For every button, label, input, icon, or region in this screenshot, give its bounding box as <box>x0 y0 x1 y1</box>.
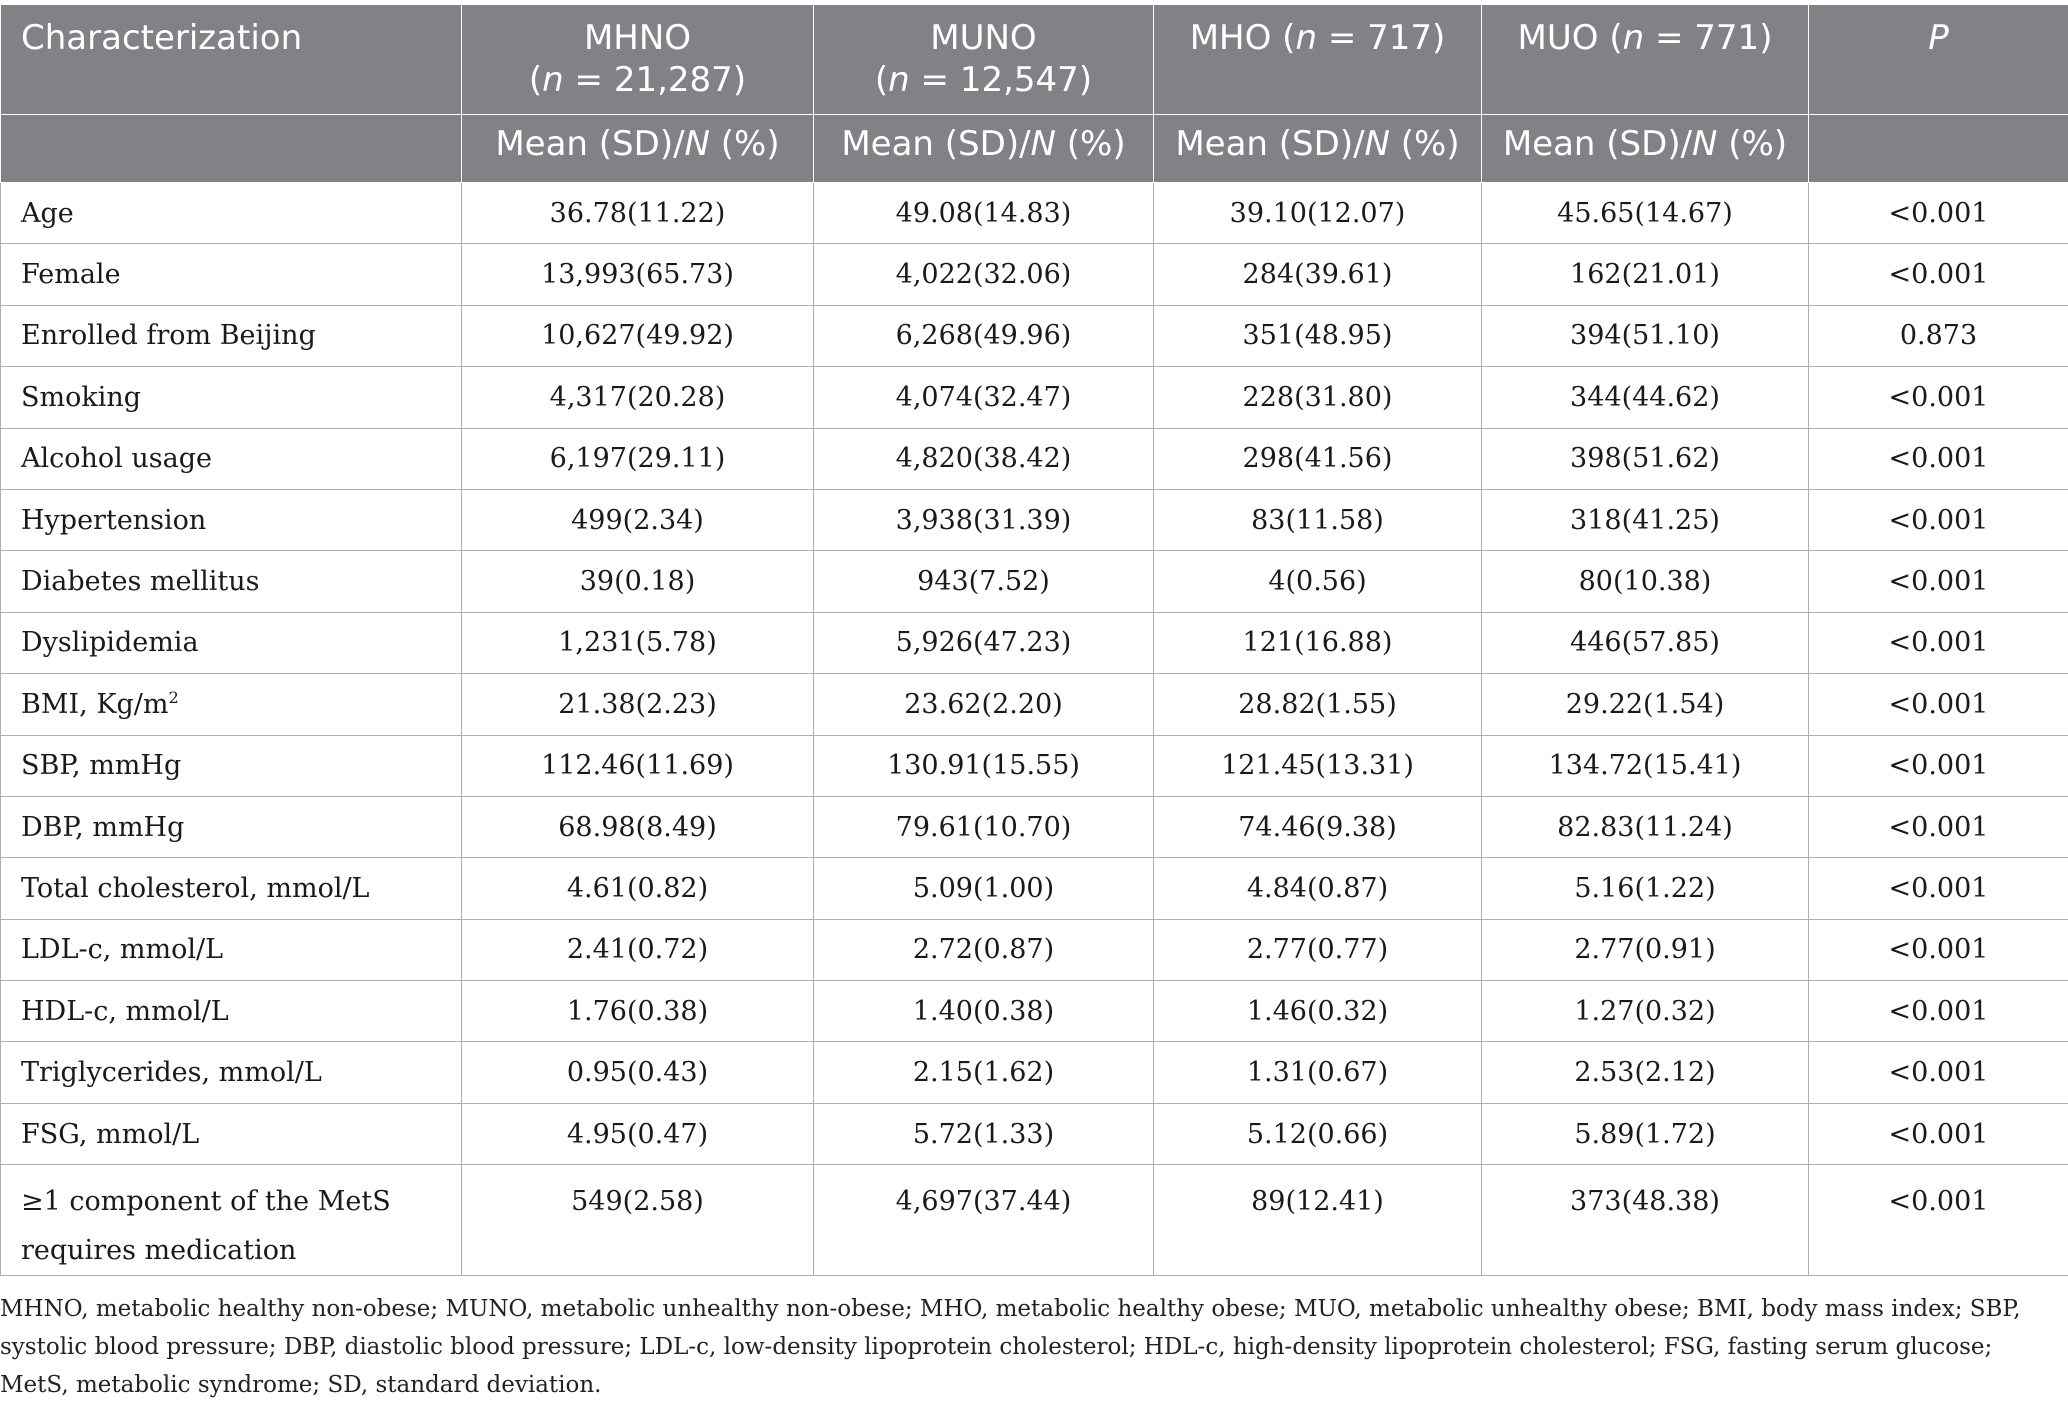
cell-p: <0.001 <box>1809 183 2068 244</box>
table-header <box>1 5 2068 183</box>
table-row <box>1 612 2068 673</box>
cell-muo: 1.27(0.32) <box>1482 981 1809 1042</box>
header-muo-n: 771 <box>1694 18 1760 58</box>
header-mhno-name: MHNO <box>583 18 692 58</box>
n-symbol: n <box>1295 18 1318 58</box>
cell-mho: 83(11.58) <box>1154 489 1482 550</box>
cell-mhno: 1.76(0.38) <box>462 981 814 1042</box>
cell-mho: 5.12(0.66) <box>1154 1103 1482 1164</box>
row-label: HDL-c, mmol/L <box>1 981 462 1042</box>
row-label: Enrolled from Beijing <box>1 305 462 366</box>
cell-mhno: 4.61(0.82) <box>462 858 814 919</box>
row-label: DBP, mmHg <box>1 796 462 857</box>
cell-mho: 351(48.95) <box>1154 305 1482 366</box>
cell-muo: 344(44.62) <box>1482 367 1809 428</box>
cell-muo: 2.53(2.12) <box>1482 1042 1809 1103</box>
cell-mho: 74.46(9.38) <box>1154 796 1482 857</box>
table-row <box>1 305 2068 366</box>
table-row <box>1 551 2068 612</box>
header-row-groups <box>1 5 2068 115</box>
mean-sd-text: Mean (SD)/ <box>841 124 1031 164</box>
table-row <box>1 1165 2068 1276</box>
table-row <box>1 796 2068 857</box>
cell-muno: 4,697(37.44) <box>814 1165 1154 1276</box>
cell-muo: 373(48.38) <box>1482 1165 1809 1276</box>
row-label: Total cholesterol, mmol/L <box>1 858 462 919</box>
cell-muo: 134.72(15.41) <box>1482 735 1809 796</box>
cell-p: <0.001 <box>1809 1042 2068 1103</box>
n-symbol: n <box>1622 18 1645 58</box>
header-mho-n: 717 <box>1367 18 1433 58</box>
row-label: LDL-c, mmol/L <box>1 919 462 980</box>
cell-p: <0.001 <box>1809 674 2068 735</box>
row-label: Smoking <box>1 367 462 428</box>
pct-text: (%) <box>1389 124 1460 164</box>
row-label: Triglycerides, mmol/L <box>1 1042 462 1103</box>
cell-p: <0.001 <box>1809 428 2068 489</box>
cell-mho: 228(31.80) <box>1154 367 1482 428</box>
table-body <box>1 183 2068 1276</box>
cell-mhno: 13,993(65.73) <box>462 244 814 305</box>
table-row <box>1 858 2068 919</box>
n-symbol: n <box>888 60 910 100</box>
row-label: Age <box>1 183 462 244</box>
header-characterization: Characterization <box>1 5 462 115</box>
table-row <box>1 674 2068 735</box>
cell-muo: 82.83(11.24) <box>1482 796 1809 857</box>
table-row <box>1 428 2068 489</box>
table-row <box>1 735 2068 796</box>
header-mean-sd <box>1482 115 1809 183</box>
n-var: N <box>1692 124 1718 164</box>
pct-text: (%) <box>709 124 780 164</box>
header-mean-sd <box>1154 115 1482 183</box>
cell-p: <0.001 <box>1809 367 2068 428</box>
cell-mhno: 0.95(0.43) <box>462 1042 814 1103</box>
table-row <box>1 489 2068 550</box>
mean-sd-text: Mean (SD)/ <box>1502 124 1693 164</box>
cell-muo: 5.89(1.72) <box>1482 1103 1809 1164</box>
header-mean-sd <box>462 115 814 183</box>
cell-mhno: 6,197(29.11) <box>462 428 814 489</box>
cell-muno: 49.08(14.83) <box>814 183 1154 244</box>
cell-muo: 318(41.25) <box>1482 489 1809 550</box>
cell-mho: 121.45(13.31) <box>1154 735 1482 796</box>
header-blank-cell <box>1 115 462 183</box>
table-row <box>1 367 2068 428</box>
cell-muo: 5.16(1.22) <box>1482 858 1809 919</box>
cell-muno: 5.09(1.00) <box>814 858 1154 919</box>
cell-muno: 79.61(10.70) <box>814 796 1154 857</box>
header-mhno-n: 21,287 <box>613 60 733 100</box>
cell-mho: 89(12.41) <box>1154 1165 1482 1276</box>
header-muno: MUNO (n = 12,547) <box>814 5 1154 115</box>
header-muno-name: MUNO <box>930 18 1037 58</box>
cell-mhno: 4.95(0.47) <box>462 1103 814 1164</box>
cell-p: <0.001 <box>1809 1103 2068 1164</box>
table-footnote: MHNO, metabolic healthy non-obese; MUNO, metabolic unhealthy non-obese; MHO, metabolic healthy obese; MUO, metabolic unhealthy obese; BMI, body mass index; SBP, systolic blood pressure; DBP, diastolic blood pressure; LDL-c, low-density lipoprotein cholesterol; HDL-c, high-density lipoprotein cholesterol; FSG, fasting serum glucose; MetS, metabolic syndrome; SD, standard deviation. <box>0 1296 2021 1398</box>
table-row <box>1 1042 2068 1103</box>
pct-text: (%) <box>1055 124 1126 164</box>
cell-muo: 394(51.10) <box>1482 305 1809 366</box>
cell-mho: 121(16.88) <box>1154 612 1482 673</box>
equals-sign: = <box>1644 18 1695 58</box>
cell-muno: 4,074(32.47) <box>814 367 1154 428</box>
row-label-text: BMI, Kg/m <box>21 688 169 720</box>
cell-mho: 4.84(0.87) <box>1154 858 1482 919</box>
cell-muno: 5,926(47.23) <box>814 612 1154 673</box>
cell-mhno: 1,231(5.78) <box>462 612 814 673</box>
equals-sign: = <box>1317 18 1368 58</box>
cell-p: <0.001 <box>1809 858 2068 919</box>
cell-p: <0.001 <box>1809 735 2068 796</box>
header-mho-name: MHO <box>1189 18 1272 58</box>
cell-muno: 130.91(15.55) <box>814 735 1154 796</box>
cell-mhno: 112.46(11.69) <box>462 735 814 796</box>
cell-muo: 398(51.62) <box>1482 428 1809 489</box>
row-label: Hypertension <box>1 489 462 550</box>
equals-sign: = <box>909 60 960 100</box>
cell-mho: 39.10(12.07) <box>1154 183 1482 244</box>
cell-mhno: 549(2.58) <box>462 1165 814 1276</box>
table-row <box>1 981 2068 1042</box>
header-blank-cell <box>1809 115 2068 183</box>
cell-mho: 2.77(0.77) <box>1154 919 1482 980</box>
table-row <box>1 1103 2068 1164</box>
cell-mho: 298(41.56) <box>1154 428 1482 489</box>
cell-mho: 1.31(0.67) <box>1154 1042 1482 1103</box>
row-label: Female <box>1 244 462 305</box>
cell-muo: 29.22(1.54) <box>1482 674 1809 735</box>
equals-sign: = <box>563 60 614 100</box>
table-row <box>1 244 2068 305</box>
cell-mhno: 21.38(2.23) <box>462 674 814 735</box>
row-label: FSG, mmol/L <box>1 1103 462 1164</box>
pct-text: (%) <box>1717 124 1788 164</box>
cell-mhno: 68.98(8.49) <box>462 796 814 857</box>
cell-mho: 4(0.56) <box>1154 551 1482 612</box>
cell-muno: 4,022(32.06) <box>814 244 1154 305</box>
cell-mhno: 2.41(0.72) <box>462 919 814 980</box>
row-label <box>1 674 462 735</box>
cell-mhno: 39(0.18) <box>462 551 814 612</box>
cell-mhno: 4,317(20.28) <box>462 367 814 428</box>
table-row <box>1 919 2068 980</box>
cell-muno: 1.40(0.38) <box>814 981 1154 1042</box>
row-label: SBP, mmHg <box>1 735 462 796</box>
cell-mhno: 10,627(49.92) <box>462 305 814 366</box>
cell-muno: 2.15(1.62) <box>814 1042 1154 1103</box>
cell-mho: 28.82(1.55) <box>1154 674 1482 735</box>
table-row <box>1 183 2068 244</box>
cell-muo: 80(10.38) <box>1482 551 1809 612</box>
row-label: Alcohol usage <box>1 428 462 489</box>
mean-sd-text: Mean (SD)/ <box>495 124 685 164</box>
header-muo: MUO (n = 771) <box>1482 5 1809 115</box>
row-label: Dyslipidemia <box>1 612 462 673</box>
header-muno-n: 12,547 <box>959 60 1079 100</box>
cell-muno: 5.72(1.33) <box>814 1103 1154 1164</box>
characteristics-table <box>0 4 2068 1276</box>
row-label: Diabetes mellitus <box>1 551 462 612</box>
cell-muno: 2.72(0.87) <box>814 919 1154 980</box>
cell-muno: 6,268(49.96) <box>814 305 1154 366</box>
n-var: N <box>684 124 710 164</box>
cell-p: <0.001 <box>1809 551 2068 612</box>
mean-sd-text: Mean (SD)/ <box>1175 124 1365 164</box>
cell-p: <0.001 <box>1809 981 2068 1042</box>
cell-p: <0.001 <box>1809 1165 2068 1276</box>
header-mho: MHO (n = 717) <box>1154 5 1482 115</box>
cell-p: <0.001 <box>1809 489 2068 550</box>
row-label: ≥1 component of the MetS requires medication <box>1 1165 462 1276</box>
cell-p: <0.001 <box>1809 612 2068 673</box>
n-var: N <box>1364 124 1390 164</box>
header-row-stats <box>1 115 2068 183</box>
n-symbol: n <box>542 60 564 100</box>
header-p-value: P <box>1809 5 2068 115</box>
cell-p: <0.001 <box>1809 244 2068 305</box>
superscript: 2 <box>168 687 179 707</box>
header-muo-name: MUO <box>1517 18 1599 58</box>
cell-muo: 446(57.85) <box>1482 612 1809 673</box>
cell-mho: 1.46(0.32) <box>1154 981 1482 1042</box>
cell-muno: 4,820(38.42) <box>814 428 1154 489</box>
cell-muo: 45.65(14.67) <box>1482 183 1809 244</box>
cell-mhno: 36.78(11.22) <box>462 183 814 244</box>
header-mhno: MHNO (n = 21,287) <box>462 5 814 115</box>
cell-p: <0.001 <box>1809 796 2068 857</box>
cell-muno: 23.62(2.20) <box>814 674 1154 735</box>
cell-mho: 284(39.61) <box>1154 244 1482 305</box>
n-var: N <box>1030 124 1056 164</box>
header-mean-sd <box>814 115 1154 183</box>
cell-mhno: 499(2.34) <box>462 489 814 550</box>
cell-muo: 162(21.01) <box>1482 244 1809 305</box>
cell-p: <0.001 <box>1809 919 2068 980</box>
cell-p: 0.873 <box>1809 305 2068 366</box>
cell-muno: 3,938(31.39) <box>814 489 1154 550</box>
cell-muo: 2.77(0.91) <box>1482 919 1809 980</box>
cell-muno: 943(7.52) <box>814 551 1154 612</box>
